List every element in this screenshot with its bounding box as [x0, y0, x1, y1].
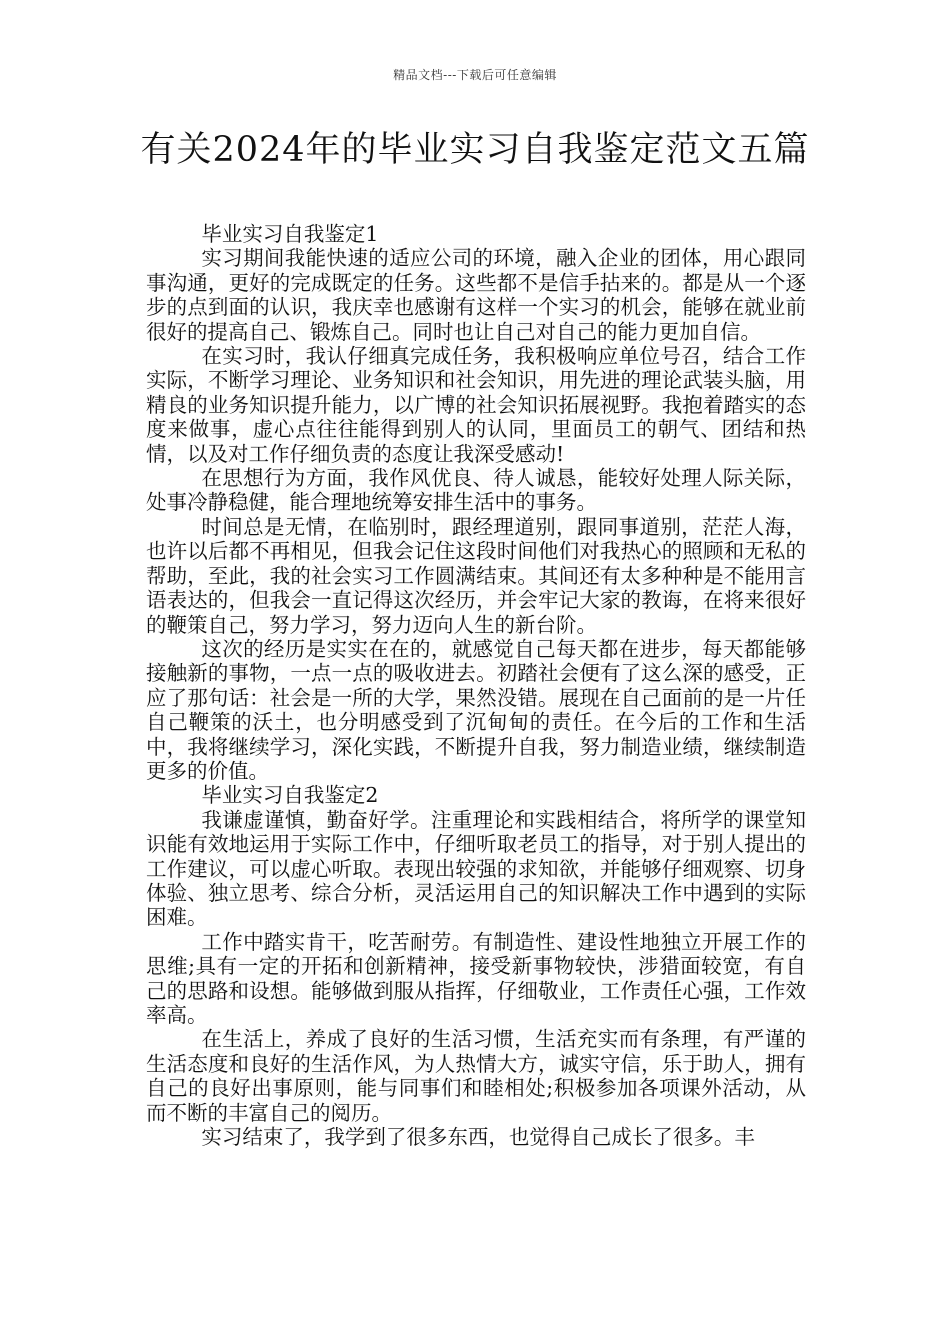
paragraph: 在思想行为方面，我作风优良、待人诚恳，能较好处理人际关际，处事冷静稳健，能合理地统筹安排生活中的事务。	[146, 466, 806, 515]
paragraph: 在实习时，我认仔细真完成任务，我积极响应单位号召，结合工作实际，不断学习理论、业务知识和社会知识，用先进的理论武装头脑，用精良的业务知识提升能力，以广博的社会知识拓展视野。我抱着踏实的态度来做事，虚心点往往能得到别人的认同，里面员工的朝气、团结和热情，以及对工作仔细负责的态度让我深受感动!	[146, 344, 806, 466]
paragraph: 工作中踏实肯干，吃苦耐劳。有制造性、建设性地独立开展工作的思维;具有一定的开拓和创新精神，接受新事物较快，涉猎面较宽，有自己的思路和设想。能够做到服从指挥，仔细敬业，工作责任心强，工作效率高。	[146, 929, 806, 1027]
section-heading-2: 毕业实习自我鉴定2	[201, 783, 379, 808]
paragraph: 在生活上，养成了良好的生活习惯，生活充实而有条理，有严谨的生活态度和良好的生活作风，为人热情大方，诚实守信，乐于助人，拥有自己的良好出事原则，能与同事们和睦相处;积极参加各项课外活动，从而不断的丰富自己的阅历。	[146, 1027, 806, 1125]
paragraph: 实习结束了，我学到了很多东西，也觉得自己成长了很多。丰	[201, 1125, 755, 1150]
paragraph: 实习期间我能快速的适应公司的环境，融入企业的团体，用心跟同事沟通，更好的完成既定的任务。这些都不是信手拈来的。都是从一个逐步的点到面的认识，我庆幸也感谢有这样一个实习的机会，能够在就业前很好的提高自己、锻炼自己。同时也让自己对自己的能力更加自信。	[146, 246, 806, 344]
paragraph: 时间总是无情，在临别时，跟经理道别，跟同事道别，茫茫人海，也许以后都不再相见，但我会记住这段时间他们对我热心的照顾和无私的帮助，至此，我的社会实习工作圆满结束。其间还有太多种种是不能用言语表达的，但我会一直记得这次经历，并会牢记大家的教诲，在将来很好的鞭策自己，努力学习，努力迈向人生的新台阶。	[146, 514, 806, 637]
document-body	[146, 222, 806, 1149]
section-heading-1: 毕业实习自我鉴定1	[201, 222, 379, 246]
document-title: 有关2024年的毕业实习自我鉴定范文五篇	[140, 130, 810, 170]
paragraph: 我谦虚谨慎，勤奋好学。注重理论和实践相结合，将所学的课堂知识能有效地运用于实际工作中，仔细听取老员工的指导，对于别人提出的工作建议，可以虚心听取。表现出较强的求知欲，并能够仔细观察、切身体验、独立思考、综合分析，灵活运用自己的知识解决工作中遇到的实际困难。	[146, 807, 806, 930]
paragraph: 这次的经历是实实在在的，就感觉自己每天都在进步，每天都能够接触新的事物，一点一点的吸收进去。初踏社会便有了这么深的感受，正应了那句话：社会是一所的大学，果然没错。展现在自己面前的是一片任自己鞭策的沃土，也分明感受到了沉甸甸的责任。在今后的工作和生活中，我将继续学习，深化实践，不断提升自我，努力制造业绩，继续制造更多的价值。	[146, 636, 806, 783]
page-header-note: 精品文档---下载后可任意编辑	[393, 68, 557, 82]
